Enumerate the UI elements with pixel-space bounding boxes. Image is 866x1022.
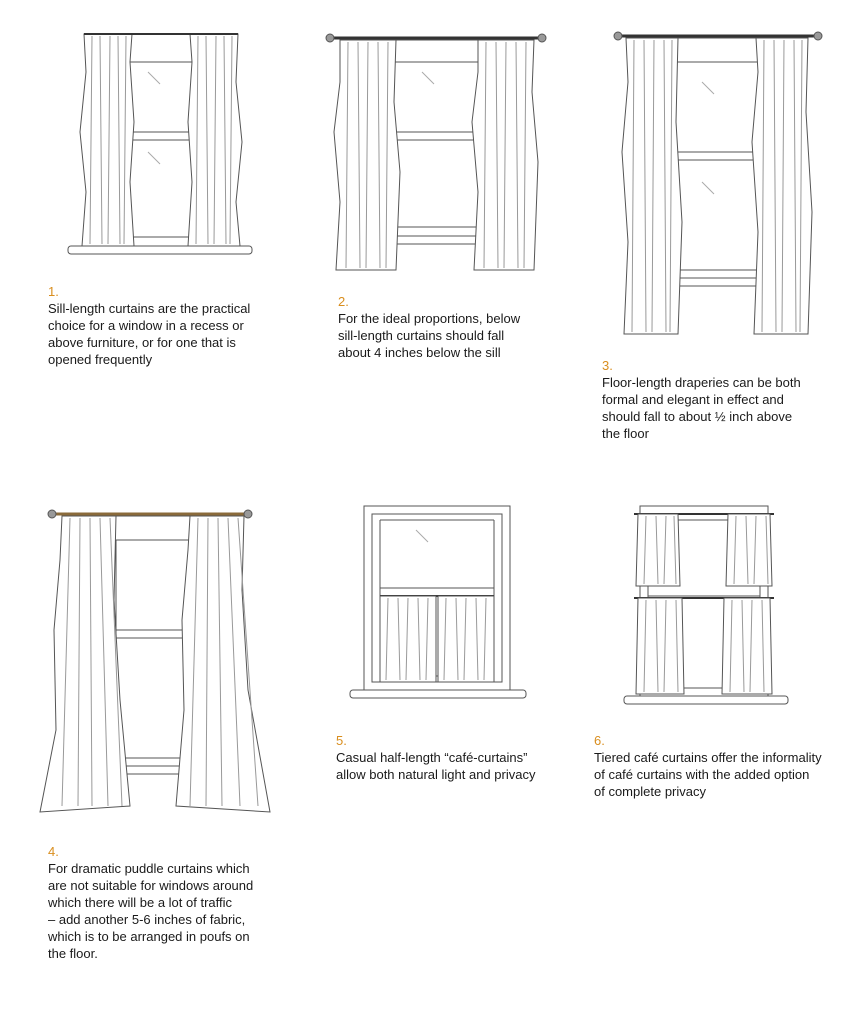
- caption-4: [48, 844, 308, 962]
- illustration-cafe-curtains: [340, 500, 540, 710]
- caption-text: For dramatic puddle curtains which are not suitable for windows around which there will be a lot of traffic – add another 5-6 inches of fabric, which is to be arranged in poufs on the floor.: [48, 861, 254, 961]
- caption-2: [338, 294, 578, 361]
- illustration-floor-length-draperies: [610, 22, 830, 342]
- illustration-sill-length-curtains: [60, 22, 280, 267]
- caption-text: Tiered café curtains offer the informality of café curtains with the added option of complete privacy: [594, 750, 822, 799]
- caption-text: Casual half-length “café-curtains” allow both natural light and privacy: [336, 750, 536, 782]
- caption-1: [48, 284, 308, 368]
- illustration-below-sill-curtains: [322, 22, 552, 277]
- caption-text: Sill-length curtains are the practical choice for a window in a recess or above furniture, or for one that is opened frequently: [48, 301, 251, 367]
- caption-3: [602, 358, 852, 442]
- caption-6: [594, 733, 862, 800]
- caption-number: 2.: [338, 294, 349, 309]
- caption-text: For the ideal proportions, below sill-length curtains should fall about 4 inches below the sill: [338, 311, 521, 360]
- illustration-puddle-curtains: [30, 500, 280, 820]
- caption-text: Floor-length draperies can be both formal and elegant in effect and should fall to about ½ inch above the floor: [602, 375, 801, 441]
- caption-number: 4.: [48, 844, 59, 859]
- caption-number: 6.: [594, 733, 605, 748]
- caption-number: 1.: [48, 284, 59, 299]
- caption-number: 5.: [336, 733, 347, 748]
- caption-5: [336, 733, 586, 783]
- illustration-tiered-cafe-curtains: [616, 500, 796, 710]
- caption-number: 3.: [602, 358, 613, 373]
